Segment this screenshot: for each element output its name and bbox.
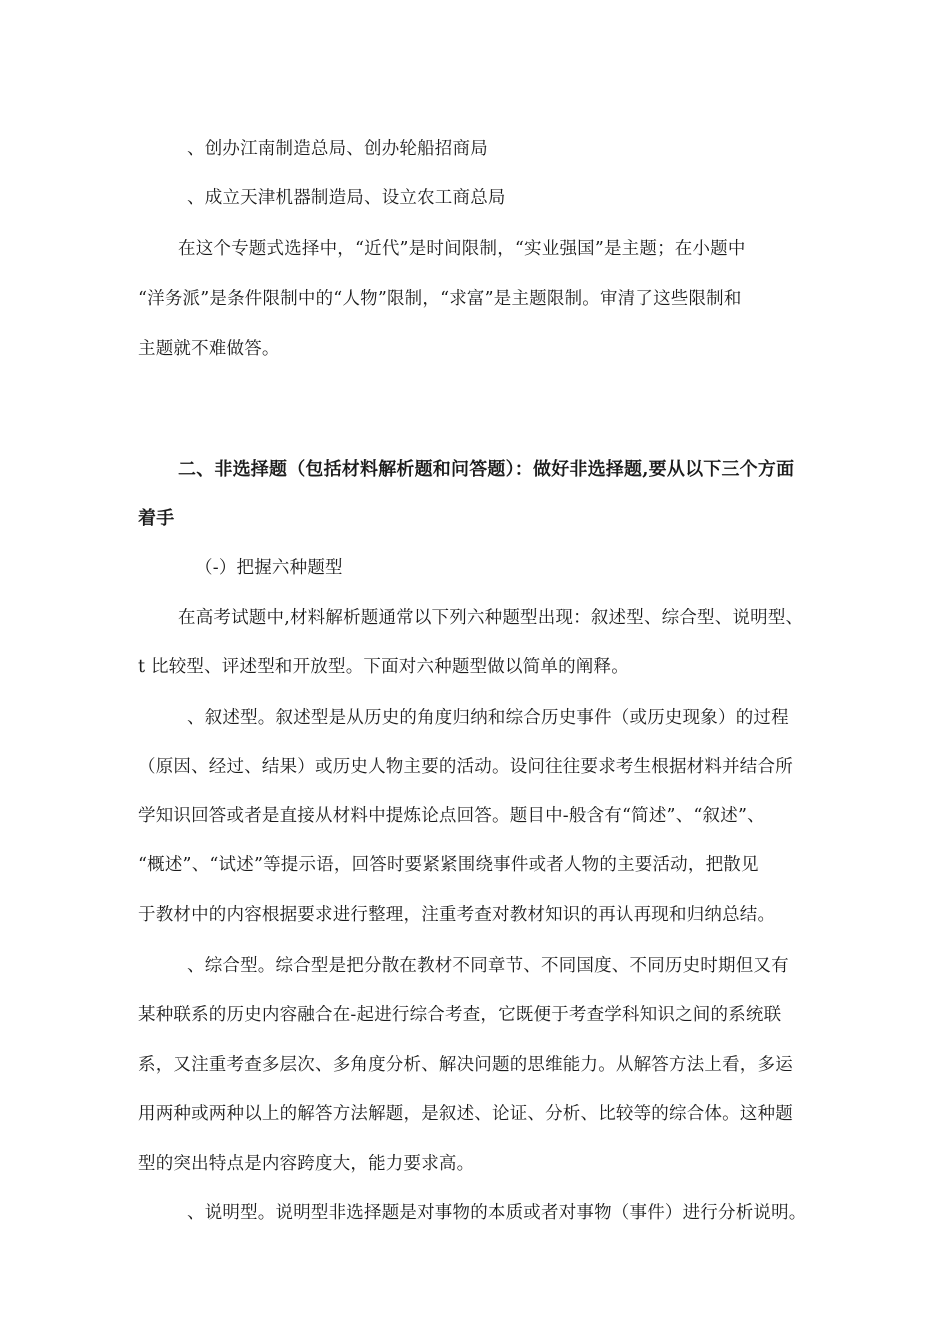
narrative-line-5: 于教材中的内容根据要求进行整理，注重考查对教材知识的再认再现和归纳总结。 xyxy=(138,905,776,925)
comprehensive-line-3: 系，又注重考查多层次、多角度分析、解决问题的思维能力。从解答方法上看，多运 xyxy=(138,1055,793,1075)
section-heading-line-1: 二、非选择题（包括材料解析题和问答题）：做好非选择题,要从以下三个方面 xyxy=(178,459,795,480)
narrative-line-4: “概述”、“试述”等提示语，回答时要紧紧围绕事件或者人物的主要活动，把散见 xyxy=(138,855,759,875)
narrative-line-3: 学知识回答或者是直接从材料中提炼论点回答。题目中-般含有“简述”、“叙述”、 xyxy=(138,806,765,826)
comprehensive-line-2: 某种联系的历史内容融合在-起进行综合考查，它既便于考查学科知识之间的系统联 xyxy=(138,1005,782,1025)
intro-line-2: t 比较型、评述型和开放型。下面对六种题型做以简单的阐释。 xyxy=(138,657,629,677)
comprehensive-line-5: 型的突出特点是内容跨度大，能力要求高。 xyxy=(138,1154,475,1174)
comprehensive-line-4: 用两种或两种以上的解答方法解题，是叙述、论证、分析、比较等的综合体。这种题 xyxy=(138,1104,793,1124)
intro-line-1: 在高考试题中,材料解析题通常以下列六种题型出现：叙述型、综合型、说明型、 xyxy=(178,608,804,628)
list-item-tianjin: 、成立天津机器制造局、设立农工商总局 xyxy=(187,188,506,208)
analysis-line-2: “洋务派”是条件限制中的“人物”限制，“求富”是主题限制。审清了这些限制和 xyxy=(138,289,742,309)
list-item-jiangnan: 、创办江南制造总局、创办轮船招商局 xyxy=(187,139,488,159)
analysis-line-3: 主题就不难做答。 xyxy=(138,339,280,359)
comprehensive-line-1: 、综合型。综合型是把分散在教材不同章节、不同国度、不同历史时期但又有 xyxy=(187,956,789,976)
section-heading-line-2: 着手 xyxy=(138,508,175,529)
narrative-line-1: 、叙述型。叙述型是从历史的角度归纳和综合历史事件（或历史现象）的过程 xyxy=(187,708,789,728)
analysis-line-1: 在这个专题式选择中，“近代”是时间限制，“实业强国”是主题；在小题中 xyxy=(178,239,746,259)
explanatory-line-1: 、说明型。说明型非选择题是对事物的本质或者对事物（事件）进行分析说明。 xyxy=(187,1203,807,1223)
subheading: （-）把握六种题型 xyxy=(195,558,343,578)
narrative-line-2: （原因、经过、结果）或历史人物主要的活动。设问往往要求考生根据材料并结合所 xyxy=(138,757,793,777)
